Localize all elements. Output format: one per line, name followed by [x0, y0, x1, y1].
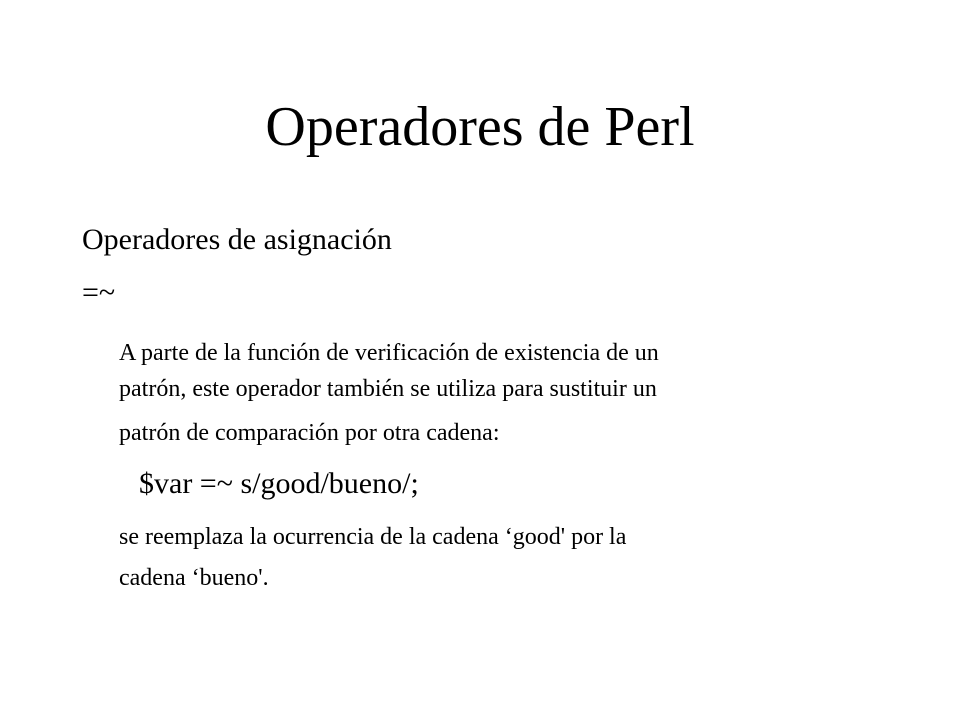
result-line-1: se reemplaza la ocurrencia de la cadena ‘good' por la — [119, 524, 627, 550]
description-line-3: patrón de comparación por otra cadena: — [119, 420, 500, 446]
code-example: $var =~ s/good/bueno/; — [139, 467, 419, 500]
section-heading: Operadores de asignación — [82, 223, 392, 256]
description-line-2: patrón, este operador también se utiliza para sustituir un — [119, 376, 657, 402]
slide-title: Operadores de Perl — [265, 96, 695, 158]
description-line-1: A parte de la función de verificación de existencia de un — [119, 340, 659, 366]
operator-symbol: =~ — [82, 276, 116, 309]
result-line-2: cadena ‘bueno'. — [119, 565, 269, 591]
